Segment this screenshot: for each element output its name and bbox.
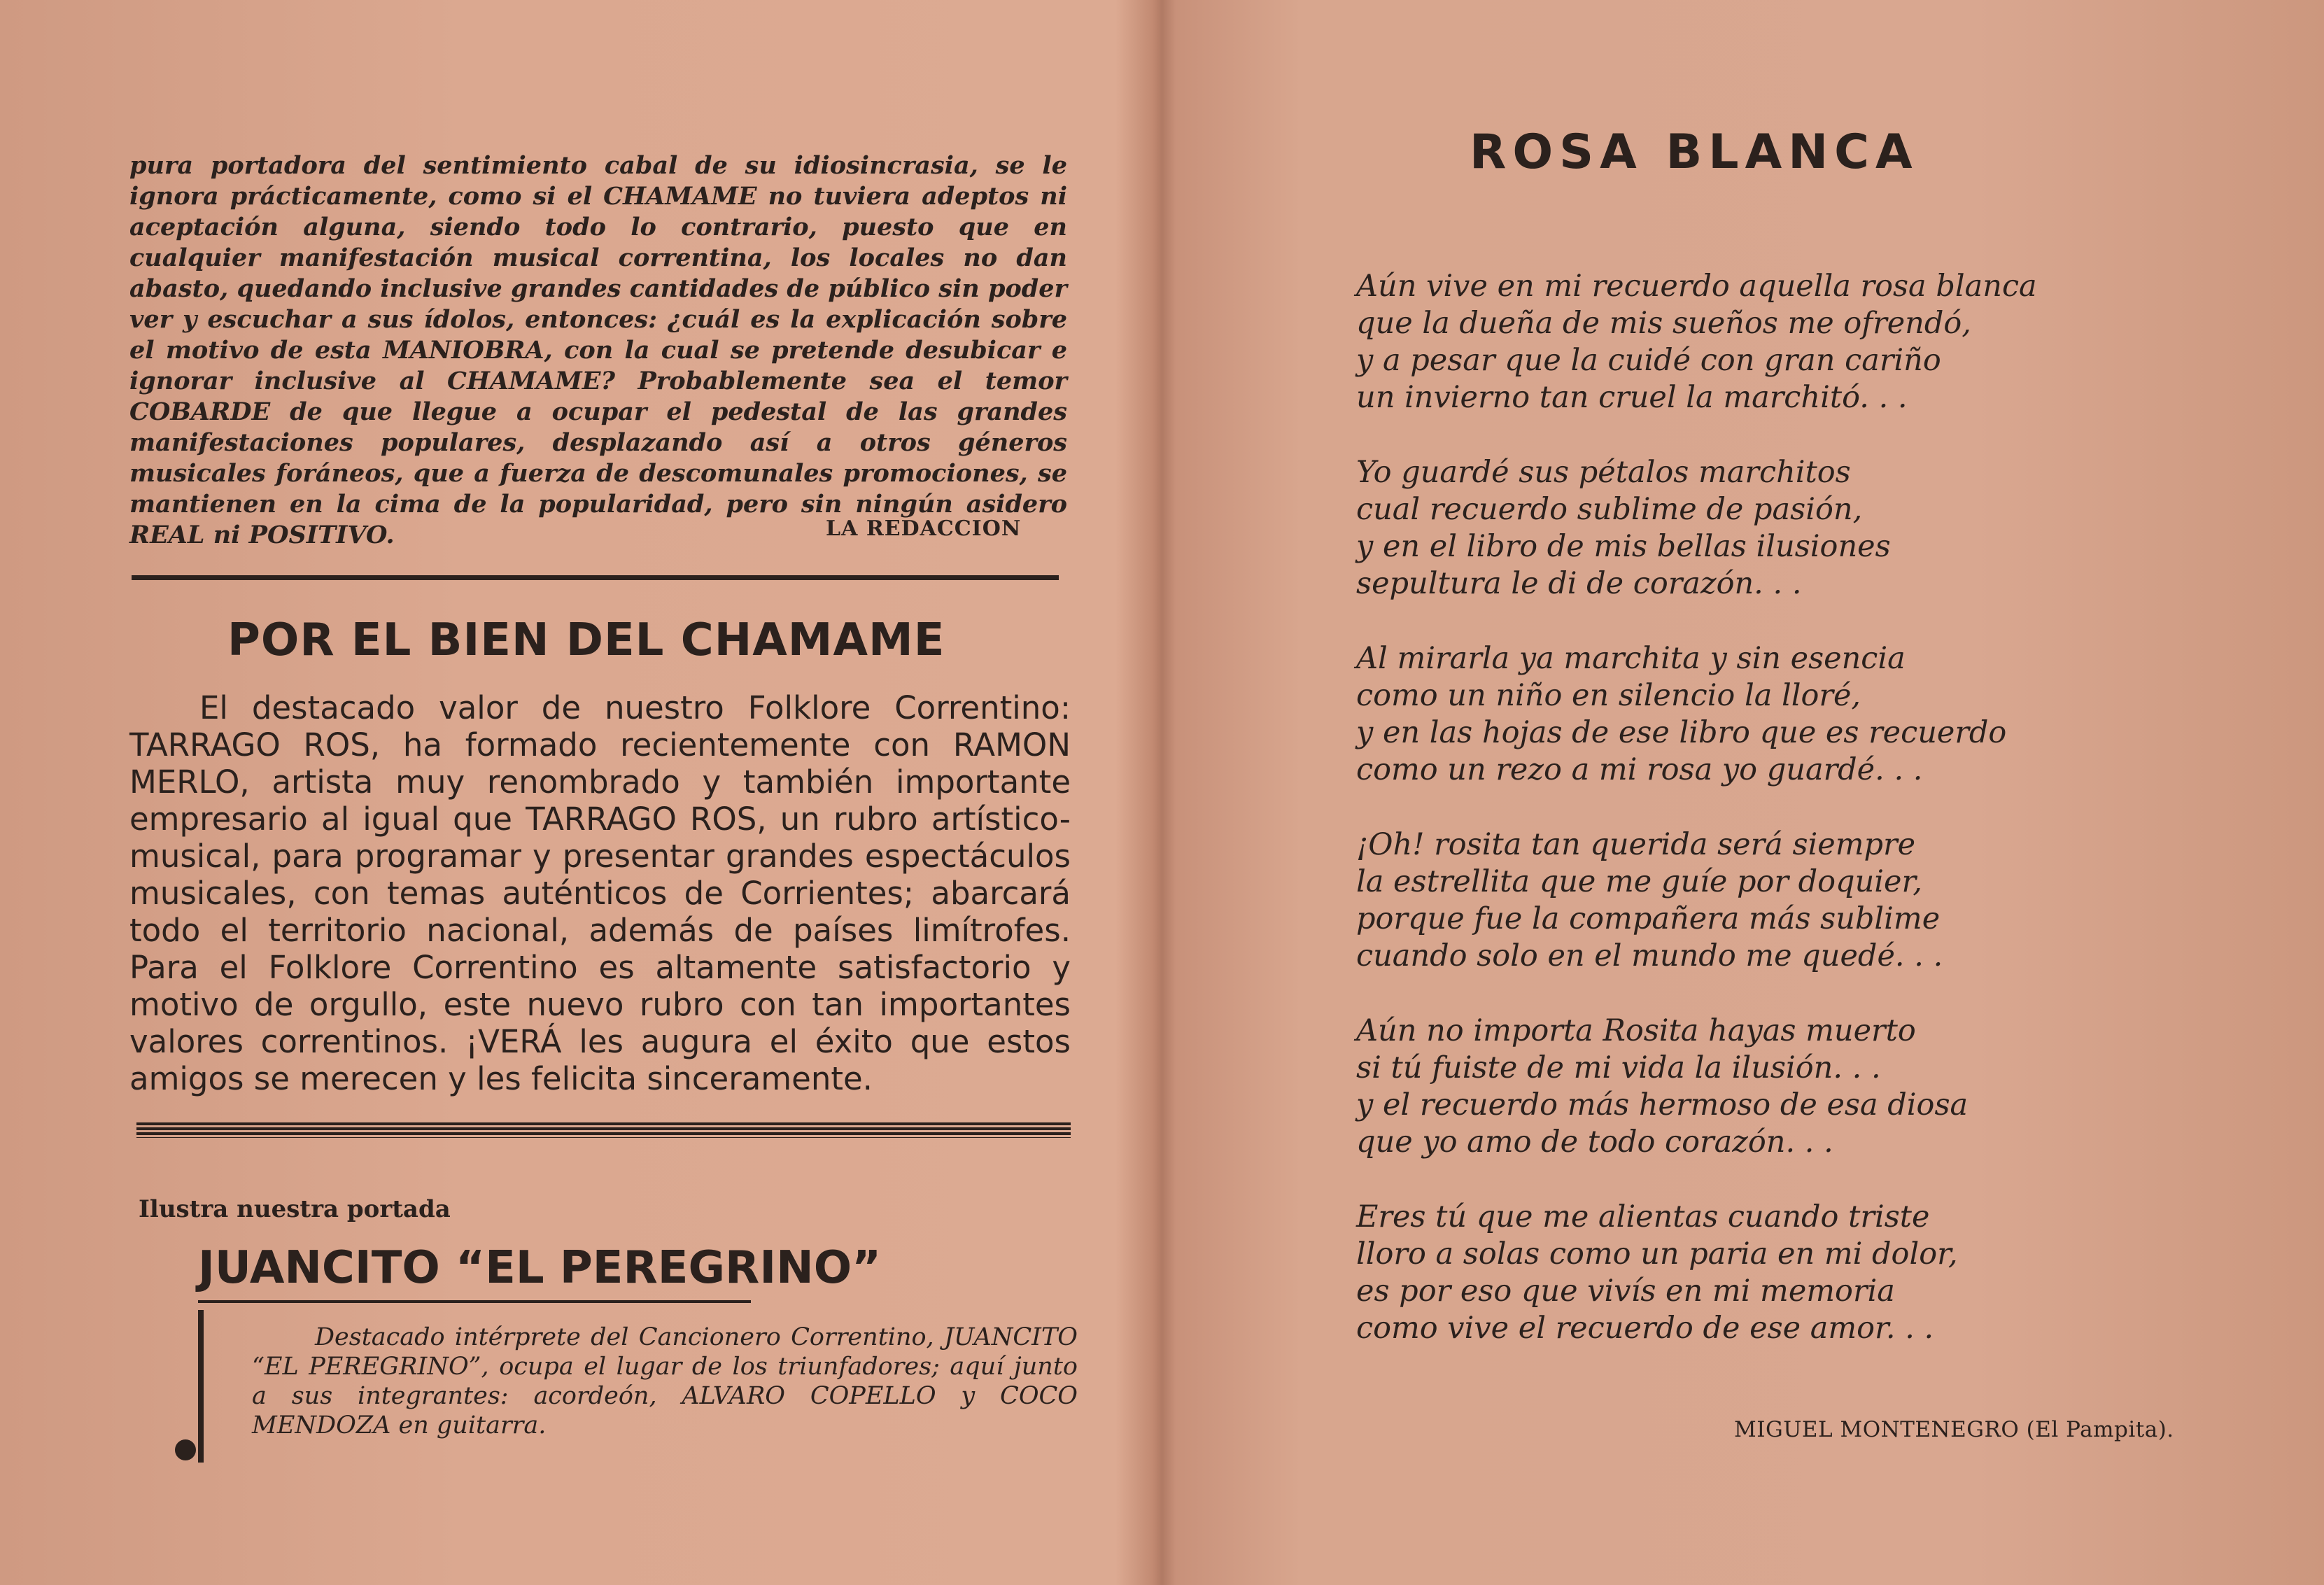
stanza xyxy=(1356,826,2238,975)
poem-line: es por eso que vivís en mi memoria xyxy=(1356,1274,1895,1309)
poem-line: y a pesar que la cuidé con gran cariño xyxy=(1356,343,1941,378)
right-page xyxy=(1155,0,2324,1585)
stanza xyxy=(1356,268,2238,416)
poem-line: que la dueña de mis sueños me ofrendó, xyxy=(1356,306,1971,341)
poem-line: Aún no importa Rosita hayas muerto xyxy=(1356,1013,1916,1048)
stanza xyxy=(1356,454,2238,603)
poem-line: un invierno tan cruel la marchitó. . . xyxy=(1356,380,1908,415)
cover-title: JUANCITO “EL PEREGRINO” xyxy=(198,1242,882,1294)
poem xyxy=(1356,268,2238,1385)
poem-line: la estrellita que me guíe por doquier, xyxy=(1356,864,1922,899)
poem-line: como vive el recuerdo de ese amor. . . xyxy=(1356,1311,1934,1346)
section-divider xyxy=(132,575,1059,580)
intro-paragraph xyxy=(129,150,1067,551)
poem-line: Aún vive en mi recuerdo aquella rosa blanca xyxy=(1356,269,2037,304)
poem-line: y el recuerdo más hermoso de esa diosa xyxy=(1356,1087,1969,1122)
double-rule-divider xyxy=(136,1122,1071,1138)
poem-line: si tú fuiste de mi vida la ilusión. . . xyxy=(1356,1050,1881,1085)
article-text: El destacado valor de nuestro Folklore Correntino: TARRAGO ROS, ha formado recientemente con RAMON MERLO, artista muy renombrado y también importante empresario al igual que TARRAGO ROS, un rubro artístico-musical, para programar y presentar grandes espectáculos musicales, con temas auténticos de Corrientes; abarcará todo el territorio nacional, además de países limítrofes. Para el Folklore Correntino es altamente satisfactorio y motivo de orgullo, este nuevo rubro con tan importantes valores correntinos. ¡VERÁ les augura el éxito que estos amigos se merecen y les felicita sinceramente. xyxy=(129,689,1071,1097)
poem-line: Al mirarla ya marchita y sin esencia xyxy=(1356,641,1906,676)
poem-line: porque fue la compañera más sublime xyxy=(1356,901,1941,936)
poem-line: y en el libro de mis bellas ilusiones xyxy=(1356,529,1891,564)
stanza xyxy=(1356,1013,2238,1161)
intro-text: pura portadora del sentimiento cabal de su idiosincrasia, se le ignora prácticamente, como si el CHAMAME no tuviera adeptos ni aceptación alguna, siendo todo lo contrario, puesto que en cualquier manifestación musical correntina, los locales no dan abasto, quedando inclusive grandes cantidades de público sin poder ver y escuchar a sus ídolos, entonces: ¿cuál es la explicación sobre el motivo de esta MANIOBRA, con la cual se pretende desubicar e ignorar inclusive al CHAMAME? Probablemente sea el temor COBARDE de que llegue a ocupar el pedestal de las grandes manifestaciones populares, desplazando así a otros géneros musicales foráneos, que a fuerza de descomunales promociones, se mantienen en la cima de la popularidad, pero sin ningún asidero REAL ni POSITIVO. xyxy=(129,151,1067,549)
cover-kicker: Ilustra nuestra portada xyxy=(139,1195,451,1223)
poem-line: que yo amo de todo corazón. . . xyxy=(1356,1125,1833,1160)
left-page xyxy=(0,0,1155,1585)
poem-line: como un niño en silencio la lloré, xyxy=(1356,678,1861,713)
article-title: POR EL BIEN DEL CHAMAME xyxy=(227,614,945,666)
poem-line: sepultura le di de corazón. . . xyxy=(1356,566,1802,601)
poem-line: ¡Oh! rosita tan querida será siempre xyxy=(1356,827,1916,862)
poem-line: Eres tú que me alientas cuando triste xyxy=(1356,1199,1930,1234)
cover-caption xyxy=(252,1323,1078,1440)
intro-signature: LA REDACCION xyxy=(826,516,1022,541)
poem-author: MIGUEL MONTENEGRO (El Pampita). xyxy=(1734,1417,2174,1442)
poem-line: cuando solo en el mundo me quedé. . . xyxy=(1356,938,1943,973)
poem-line: Yo guardé sus pétalos marchitos xyxy=(1356,455,1851,490)
poem-title: ROSA BLANCA xyxy=(1470,125,1919,180)
stanza xyxy=(1356,640,2238,789)
poem-line: como un rezo a mi rosa yo guardé. . . xyxy=(1356,752,1923,787)
bullet-dot-icon xyxy=(175,1439,196,1460)
stanza xyxy=(1356,1199,2238,1347)
cover-caption-text: Destacado intérprete del Cancionero Correntino, JUANCITO “EL PEREGRINO”, ocupa el lugar de los triunfadores; aquí junto a sus integrantes: acordeón, ALVARO COPELLO y COCO MENDOZA en guitarra. xyxy=(252,1323,1078,1439)
poem-line: lloro a solas como un paria en mi dolor, xyxy=(1356,1237,1958,1271)
cover-title-underline xyxy=(198,1300,751,1303)
caption-side-bar xyxy=(198,1310,204,1463)
poem-line: y en las hojas de ese libro que es recuerdo xyxy=(1356,715,2007,750)
article-body xyxy=(129,689,1071,1097)
poem-line: cual recuerdo sublime de pasión, xyxy=(1356,492,1863,527)
